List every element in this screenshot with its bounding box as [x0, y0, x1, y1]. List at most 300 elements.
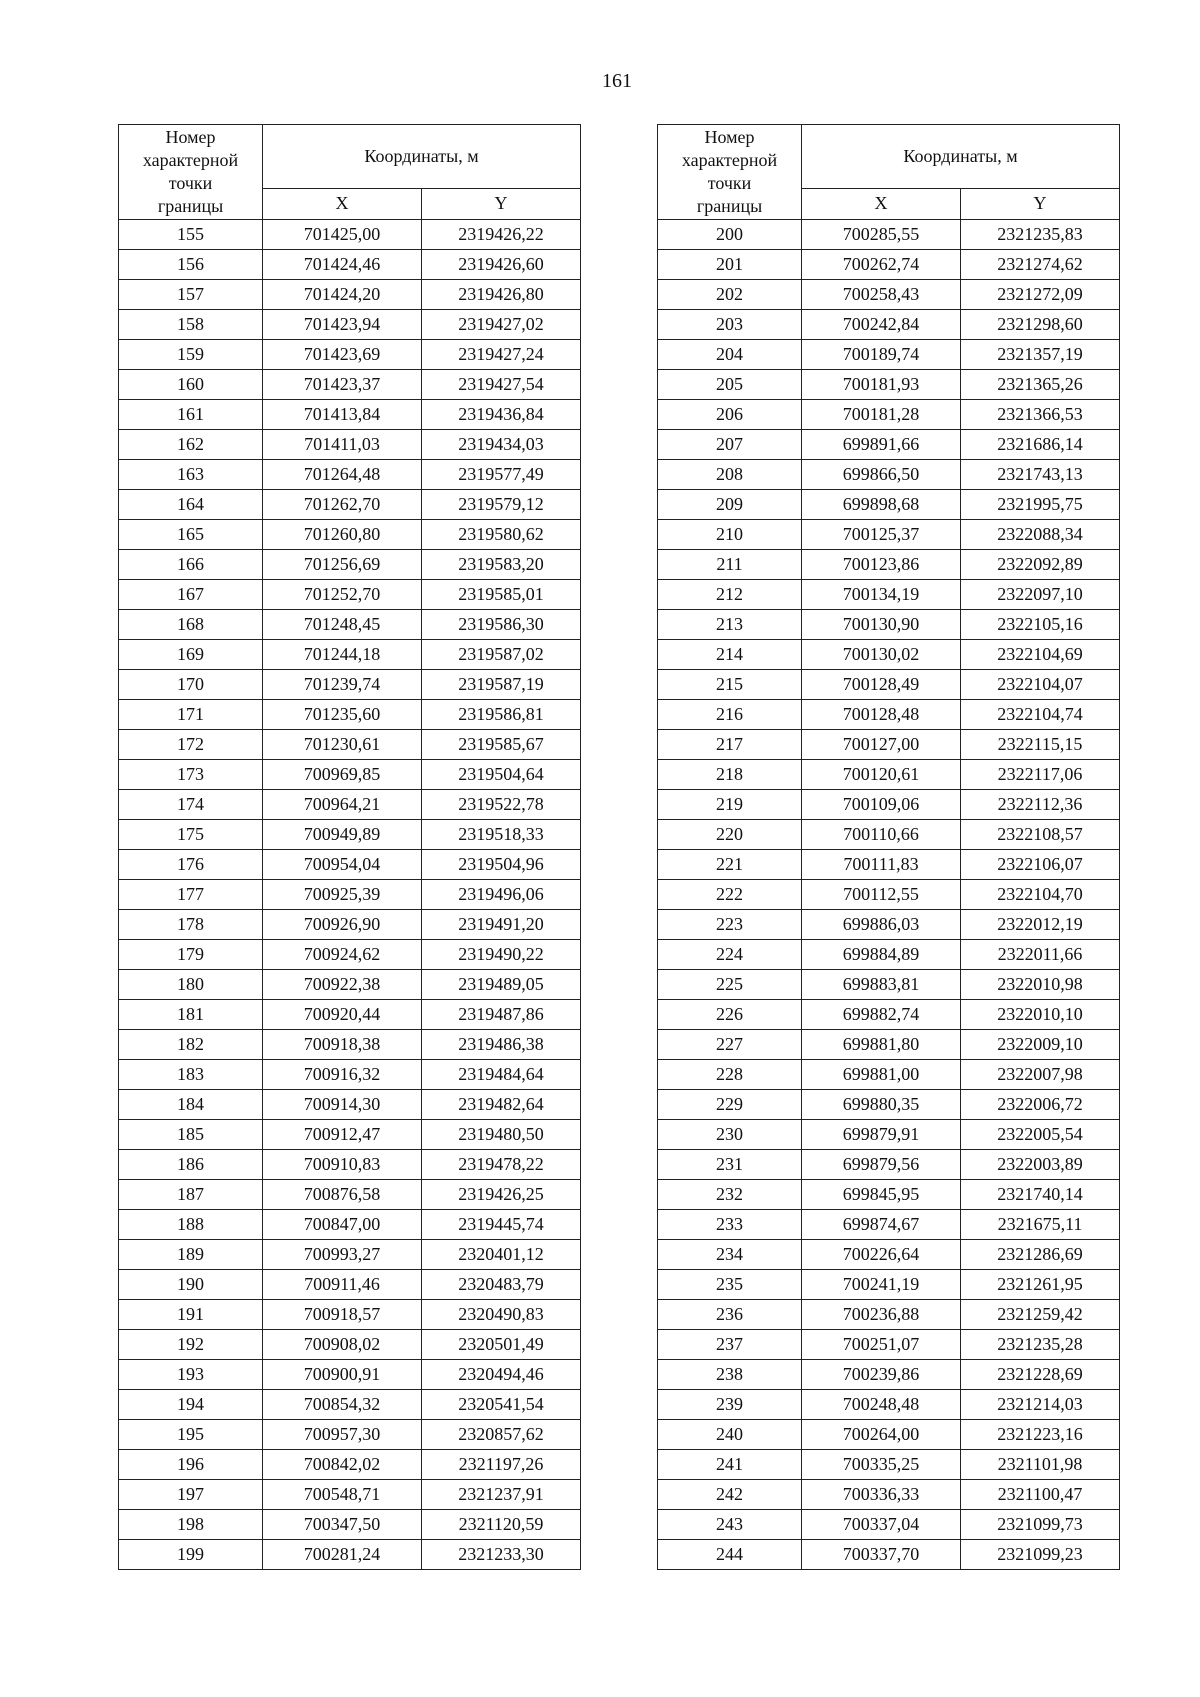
point-number-cell: 178: [119, 910, 263, 940]
table-row: [119, 790, 581, 820]
y-cell: 2321101,98: [961, 1450, 1120, 1480]
x-cell: 699884,89: [802, 940, 961, 970]
point-number-cell: 164: [119, 490, 263, 520]
x-cell: 699886,03: [802, 910, 961, 940]
x-cell: 700335,25: [802, 1450, 961, 1480]
table-row: [119, 1300, 581, 1330]
y-cell: 2319486,38: [422, 1030, 581, 1060]
x-cell: 701248,45: [263, 610, 422, 640]
table-row: [119, 1030, 581, 1060]
y-cell: 2321274,62: [961, 250, 1120, 280]
point-number-cell: 169: [119, 640, 263, 670]
table-row: [658, 1300, 1120, 1330]
table-row: [658, 520, 1120, 550]
table-row: [658, 820, 1120, 850]
y-cell: 2321099,23: [961, 1540, 1120, 1570]
x-cell: 700251,07: [802, 1330, 961, 1360]
x-cell: 700918,57: [263, 1300, 422, 1330]
table-row: [658, 1180, 1120, 1210]
y-cell: 2319490,22: [422, 940, 581, 970]
x-cell: 700226,64: [802, 1240, 961, 1270]
y-cell: 2322005,54: [961, 1120, 1120, 1150]
x-cell: 700847,00: [263, 1210, 422, 1240]
table-row: [658, 1270, 1120, 1300]
table-row: [658, 640, 1120, 670]
y-cell: 2319518,33: [422, 820, 581, 850]
y-cell: 2319586,81: [422, 700, 581, 730]
y-cell: 2320857,62: [422, 1420, 581, 1450]
y-cell: 2322003,89: [961, 1150, 1120, 1180]
point-number-cell: 160: [119, 370, 263, 400]
x-cell: 700128,48: [802, 700, 961, 730]
point-number-cell: 172: [119, 730, 263, 760]
x-cell: 701260,80: [263, 520, 422, 550]
table-row: [658, 790, 1120, 820]
x-cell: 701252,70: [263, 580, 422, 610]
table-row: [658, 1330, 1120, 1360]
y-cell: 2319504,96: [422, 850, 581, 880]
table-row: [119, 430, 581, 460]
x-cell: 701423,94: [263, 310, 422, 340]
table-row: [658, 1510, 1120, 1540]
point-number-cell: 222: [658, 880, 802, 910]
point-number-cell: 233: [658, 1210, 802, 1240]
y-cell: 2319577,49: [422, 460, 581, 490]
table-row: [658, 340, 1120, 370]
x-cell: 700130,90: [802, 610, 961, 640]
x-cell: 699866,50: [802, 460, 961, 490]
point-number-cell: 177: [119, 880, 263, 910]
y-cell: 2319426,80: [422, 280, 581, 310]
point-number-cell: 163: [119, 460, 263, 490]
point-number-cell: 192: [119, 1330, 263, 1360]
y-cell: 2320483,79: [422, 1270, 581, 1300]
point-number-cell: 238: [658, 1360, 802, 1390]
y-cell: 2319585,67: [422, 730, 581, 760]
y-cell: 2319445,74: [422, 1210, 581, 1240]
point-number-cell: 206: [658, 400, 802, 430]
y-cell: 2322104,07: [961, 670, 1120, 700]
y-cell: 2319427,02: [422, 310, 581, 340]
x-cell: 700258,43: [802, 280, 961, 310]
point-number-cell: 241: [658, 1450, 802, 1480]
y-cell: 2319496,06: [422, 880, 581, 910]
x-cell: 699882,74: [802, 1000, 961, 1030]
point-number-cell: 220: [658, 820, 802, 850]
point-number-cell: 217: [658, 730, 802, 760]
x-cell: 700281,24: [263, 1540, 422, 1570]
point-number-cell: 166: [119, 550, 263, 580]
point-number-cell: 167: [119, 580, 263, 610]
table-row: [658, 1240, 1120, 1270]
y-cell: 2322112,36: [961, 790, 1120, 820]
point-number-cell: 158: [119, 310, 263, 340]
y-cell: 2319426,22: [422, 220, 581, 250]
y-cell: 2321995,75: [961, 490, 1120, 520]
table-row: [658, 1360, 1120, 1390]
point-number-cell: 209: [658, 490, 802, 520]
table-row: [658, 1150, 1120, 1180]
x-cell: 700842,02: [263, 1450, 422, 1480]
x-cell: 700125,37: [802, 520, 961, 550]
table-row: [119, 940, 581, 970]
point-number-cell: 205: [658, 370, 802, 400]
table-row: [658, 220, 1120, 250]
table-row: [658, 1210, 1120, 1240]
y-cell: 2321365,26: [961, 370, 1120, 400]
table-row: [658, 400, 1120, 430]
y-cell: 2319487,86: [422, 1000, 581, 1030]
y-cell: 2319426,60: [422, 250, 581, 280]
point-number-cell: 173: [119, 760, 263, 790]
coordinates-header: Координаты, м: [802, 125, 1120, 189]
y-cell: 2322092,89: [961, 550, 1120, 580]
point-number-cell: 230: [658, 1120, 802, 1150]
x-cell: 700262,74: [802, 250, 961, 280]
x-cell: 700134,19: [802, 580, 961, 610]
point-number-cell: 184: [119, 1090, 263, 1120]
table-row: [658, 760, 1120, 790]
table-row: [119, 1150, 581, 1180]
point-number-cell: 200: [658, 220, 802, 250]
point-number-cell: 232: [658, 1180, 802, 1210]
point-number-cell: 214: [658, 640, 802, 670]
point-number-cell: 215: [658, 670, 802, 700]
x-cell: 700900,91: [263, 1360, 422, 1390]
x-cell: 699845,95: [802, 1180, 961, 1210]
table-row: [658, 310, 1120, 340]
point-number-cell: 156: [119, 250, 263, 280]
table-row: [119, 1210, 581, 1240]
x-cell: 700123,86: [802, 550, 961, 580]
table-row: [119, 910, 581, 940]
table-row: [658, 430, 1120, 460]
point-number-cell: 228: [658, 1060, 802, 1090]
table-row: [119, 490, 581, 520]
point-number-cell: 227: [658, 1030, 802, 1060]
table-row: [119, 1180, 581, 1210]
x-cell: 700128,49: [802, 670, 961, 700]
y-cell: 2319587,02: [422, 640, 581, 670]
point-number-cell: 170: [119, 670, 263, 700]
point-number-cell: 221: [658, 850, 802, 880]
y-cell: 2322097,10: [961, 580, 1120, 610]
x-cell: 700993,27: [263, 1240, 422, 1270]
table-row: [658, 1390, 1120, 1420]
table-row: [119, 310, 581, 340]
point-number-cell: 243: [658, 1510, 802, 1540]
y-cell: 2322009,10: [961, 1030, 1120, 1060]
point-number-cell: 211: [658, 550, 802, 580]
point-number-cell: 197: [119, 1480, 263, 1510]
point-number-cell: 216: [658, 700, 802, 730]
y-cell: 2319580,62: [422, 520, 581, 550]
y-cell: 2319579,12: [422, 490, 581, 520]
table-row: [658, 1480, 1120, 1510]
x-cell: 700236,88: [802, 1300, 961, 1330]
x-cell: 700964,21: [263, 790, 422, 820]
coordinates-table-left: [118, 124, 581, 1570]
y-cell: 2321197,26: [422, 1450, 581, 1480]
y-cell: 2319480,50: [422, 1120, 581, 1150]
x-cell: 700112,55: [802, 880, 961, 910]
point-number-header: Номер характерной точки границы: [658, 125, 802, 220]
point-number-cell: 165: [119, 520, 263, 550]
point-number-cell: 204: [658, 340, 802, 370]
table-row: [119, 1270, 581, 1300]
point-number-cell: 203: [658, 310, 802, 340]
x-cell: 701235,60: [263, 700, 422, 730]
table-row: [658, 580, 1120, 610]
table-row: [119, 1450, 581, 1480]
y-cell: 2322104,69: [961, 640, 1120, 670]
x-cell: 700110,66: [802, 820, 961, 850]
y-cell: 2319489,05: [422, 970, 581, 1000]
x-cell: 700347,50: [263, 1510, 422, 1540]
x-cell: 700239,86: [802, 1360, 961, 1390]
y-cell: 2321259,42: [961, 1300, 1120, 1330]
point-number-cell: 210: [658, 520, 802, 550]
y-cell: 2319436,84: [422, 400, 581, 430]
table-row: [119, 370, 581, 400]
table-row: [119, 1120, 581, 1150]
point-number-cell: 225: [658, 970, 802, 1000]
table-row: [119, 400, 581, 430]
x-cell: 700189,74: [802, 340, 961, 370]
table-row: [658, 610, 1120, 640]
y-cell: 2322105,16: [961, 610, 1120, 640]
point-number-cell: 236: [658, 1300, 802, 1330]
table-row: [119, 1060, 581, 1090]
x-cell: 700242,84: [802, 310, 961, 340]
x-cell: 700337,04: [802, 1510, 961, 1540]
point-number-cell: 155: [119, 220, 263, 250]
point-number-cell: 237: [658, 1330, 802, 1360]
y-cell: 2321223,16: [961, 1420, 1120, 1450]
table-row: [119, 580, 581, 610]
table-row: [119, 850, 581, 880]
y-cell: 2321100,47: [961, 1480, 1120, 1510]
point-number-cell: 171: [119, 700, 263, 730]
point-number-cell: 229: [658, 1090, 802, 1120]
table-row: [119, 1330, 581, 1360]
x-cell: 700957,30: [263, 1420, 422, 1450]
x-cell: 699898,68: [802, 490, 961, 520]
x-cell: 700954,04: [263, 850, 422, 880]
x-cell: 700922,38: [263, 970, 422, 1000]
table-row: [119, 1000, 581, 1030]
table-row: [658, 1000, 1120, 1030]
x-cell: 699879,91: [802, 1120, 961, 1150]
y-cell: 2322088,34: [961, 520, 1120, 550]
point-number-cell: 182: [119, 1030, 263, 1060]
point-number-cell: 207: [658, 430, 802, 460]
x-cell: 699891,66: [802, 430, 961, 460]
table-row: [119, 1480, 581, 1510]
x-cell: 700285,55: [802, 220, 961, 250]
y-cell: 2321272,09: [961, 280, 1120, 310]
table-row: [119, 730, 581, 760]
y-cell: 2322007,98: [961, 1060, 1120, 1090]
table-row: [119, 880, 581, 910]
y-cell: 2321740,14: [961, 1180, 1120, 1210]
x-cell: 701256,69: [263, 550, 422, 580]
x-cell: 700127,00: [802, 730, 961, 760]
y-cell: 2319427,54: [422, 370, 581, 400]
point-number-header: Номер характерной точки границы: [119, 125, 263, 220]
point-number-cell: 176: [119, 850, 263, 880]
x-cell: 699883,81: [802, 970, 961, 1000]
table-row: [658, 1060, 1120, 1090]
y-cell: 2320401,12: [422, 1240, 581, 1270]
x-cell: 700111,83: [802, 850, 961, 880]
y-cell: 2321366,53: [961, 400, 1120, 430]
x-cell: 701424,46: [263, 250, 422, 280]
x-cell: 700924,62: [263, 940, 422, 970]
point-number-cell: 226: [658, 1000, 802, 1030]
table-row: [658, 910, 1120, 940]
y-cell: 2321235,83: [961, 220, 1120, 250]
y-cell: 2319522,78: [422, 790, 581, 820]
y-cell: 2321675,11: [961, 1210, 1120, 1240]
y-cell: 2322011,66: [961, 940, 1120, 970]
y-cell: 2322010,98: [961, 970, 1120, 1000]
x-cell: 701262,70: [263, 490, 422, 520]
y-cell: 2322010,10: [961, 1000, 1120, 1030]
x-cell: 701244,18: [263, 640, 422, 670]
y-cell: 2319585,01: [422, 580, 581, 610]
point-number-cell: 223: [658, 910, 802, 940]
table-row: [658, 460, 1120, 490]
y-header: Y: [961, 188, 1120, 219]
table-row: [119, 1390, 581, 1420]
point-number-cell: 231: [658, 1150, 802, 1180]
x-cell: 700548,71: [263, 1480, 422, 1510]
coordinates-header: Координаты, м: [263, 125, 581, 189]
point-number-cell: 161: [119, 400, 263, 430]
point-number-cell: 244: [658, 1540, 802, 1570]
point-number-cell: 188: [119, 1210, 263, 1240]
x-cell: 700337,70: [802, 1540, 961, 1570]
y-cell: 2320501,49: [422, 1330, 581, 1360]
table-row: [119, 1420, 581, 1450]
x-cell: 701239,74: [263, 670, 422, 700]
x-cell: 700920,44: [263, 1000, 422, 1030]
point-number-cell: 218: [658, 760, 802, 790]
point-number-cell: 219: [658, 790, 802, 820]
x-cell: 701411,03: [263, 430, 422, 460]
point-number-cell: 239: [658, 1390, 802, 1420]
x-cell: 700181,93: [802, 370, 961, 400]
x-cell: 700916,32: [263, 1060, 422, 1090]
x-cell: 701413,84: [263, 400, 422, 430]
table-body-left: [119, 220, 581, 1570]
x-cell: 700854,32: [263, 1390, 422, 1420]
y-cell: 2321233,30: [422, 1540, 581, 1570]
point-number-cell: 179: [119, 940, 263, 970]
x-cell: 700241,19: [802, 1270, 961, 1300]
table-row: [658, 370, 1120, 400]
x-header: X: [263, 188, 422, 219]
table-row: [658, 970, 1120, 1000]
table-row: [119, 760, 581, 790]
table-row: [119, 1090, 581, 1120]
table-row: [658, 250, 1120, 280]
x-cell: 701423,69: [263, 340, 422, 370]
coordinates-table-right: [657, 124, 1120, 1570]
point-number-cell: 201: [658, 250, 802, 280]
table-row: [119, 640, 581, 670]
x-cell: 700120,61: [802, 760, 961, 790]
x-cell: 701264,48: [263, 460, 422, 490]
y-cell: 2322117,06: [961, 760, 1120, 790]
table-row: [119, 1360, 581, 1390]
table-row: [658, 700, 1120, 730]
y-cell: 2319426,25: [422, 1180, 581, 1210]
point-number-cell: 185: [119, 1120, 263, 1150]
table-row: [119, 250, 581, 280]
table-row: [658, 850, 1120, 880]
x-cell: 700248,48: [802, 1390, 961, 1420]
y-cell: 2321357,19: [961, 340, 1120, 370]
x-cell: 700908,02: [263, 1330, 422, 1360]
y-cell: 2319484,64: [422, 1060, 581, 1090]
x-cell: 700911,46: [263, 1270, 422, 1300]
x-cell: 699874,67: [802, 1210, 961, 1240]
y-cell: 2322108,57: [961, 820, 1120, 850]
y-cell: 2321214,03: [961, 1390, 1120, 1420]
x-cell: 700926,90: [263, 910, 422, 940]
table-row: [119, 610, 581, 640]
y-cell: 2319587,19: [422, 670, 581, 700]
point-number-cell: 181: [119, 1000, 263, 1030]
y-cell: 2321686,14: [961, 430, 1120, 460]
y-cell: 2322115,15: [961, 730, 1120, 760]
table-row: [658, 550, 1120, 580]
point-number-cell: 189: [119, 1240, 263, 1270]
table-row: [119, 970, 581, 1000]
y-cell: 2319583,20: [422, 550, 581, 580]
x-cell: 700876,58: [263, 1180, 422, 1210]
table-row: [658, 280, 1120, 310]
point-number-cell: 193: [119, 1360, 263, 1390]
y-cell: 2321235,28: [961, 1330, 1120, 1360]
point-number-cell: 195: [119, 1420, 263, 1450]
table-row: [658, 1540, 1120, 1570]
table-row: [119, 460, 581, 490]
point-number-cell: 212: [658, 580, 802, 610]
x-cell: 700264,00: [802, 1420, 961, 1450]
point-number-cell: 159: [119, 340, 263, 370]
x-cell: 699881,80: [802, 1030, 961, 1060]
y-cell: 2322006,72: [961, 1090, 1120, 1120]
y-cell: 2322104,74: [961, 700, 1120, 730]
x-cell: 701424,20: [263, 280, 422, 310]
y-cell: 2322012,19: [961, 910, 1120, 940]
point-number-cell: 240: [658, 1420, 802, 1450]
point-number-cell: 162: [119, 430, 263, 460]
table-row: [119, 1510, 581, 1540]
point-number-cell: 187: [119, 1180, 263, 1210]
table-row: [658, 1450, 1120, 1480]
table-row: [119, 820, 581, 850]
point-number-cell: 196: [119, 1450, 263, 1480]
table-row: [658, 490, 1120, 520]
y-cell: 2319586,30: [422, 610, 581, 640]
table-row: [658, 1120, 1120, 1150]
x-cell: 700130,02: [802, 640, 961, 670]
table-row: [119, 550, 581, 580]
